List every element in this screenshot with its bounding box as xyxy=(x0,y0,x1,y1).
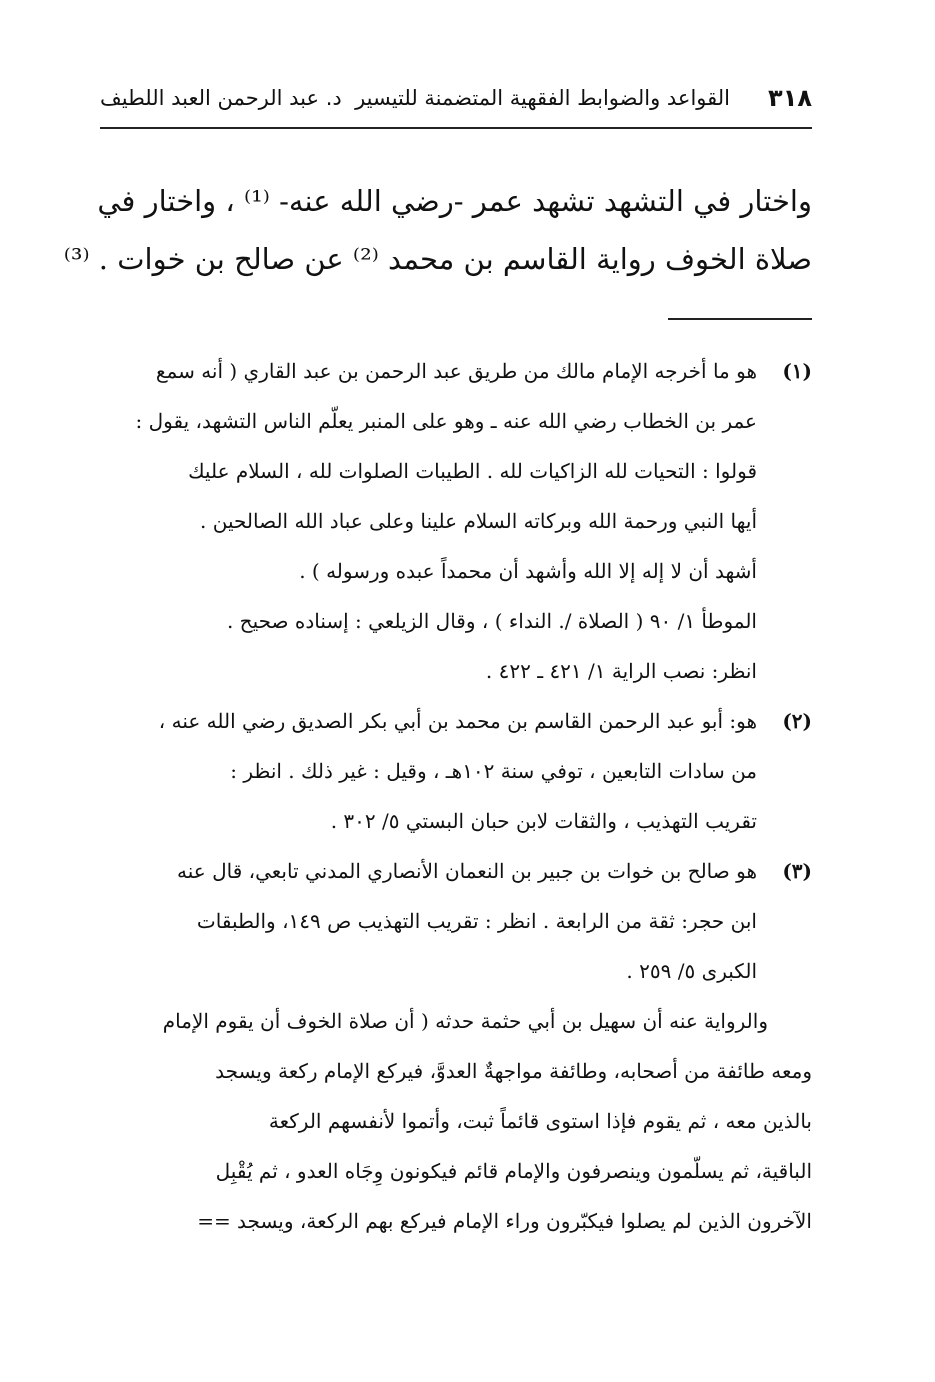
footnote-text-line: هو صالح بن خوات بن جبير بن النعمان الأنصاري المدني تابعي، قال عنه xyxy=(177,859,757,883)
footnote-text-line: أشهد أن لا إله إلا الله وأشهد أن محمداً عبده ورسوله ) . xyxy=(299,559,757,583)
footnote-text-line: من سادات التابعين ، توفي سنة ١٠٢هـ ، وقيل : غير ذلك . انظر : xyxy=(230,759,757,783)
footnote-text-line: انظر: نصب الراية ١/ ٤٢١ ـ ٤٢٢ . xyxy=(485,659,757,683)
header-divider xyxy=(100,127,812,129)
continuation-text-line: الباقية، ثم يسلّمون وينصرفون والإمام قائم فيكونون وِجَاه العدو ، ثم يُقْبِل xyxy=(215,1159,812,1183)
main-text-line: صلاة الخوف رواية القاسم بن محمد ⁽²⁾ عن صالح بن خوات . ⁽³⁾ xyxy=(63,242,812,276)
page-header xyxy=(100,78,812,118)
continuation-text-line: بالذين معه ، ثم يقوم فإذا استوى قائماً ثبت، وأتموا لأنفسهم الركعة xyxy=(268,1109,812,1133)
footnote-text-line: هو: أبو عبد الرحمن القاسم بن محمد بن أبي بكر الصديق رضي الله عنه ، xyxy=(158,709,757,733)
main-paragraph xyxy=(63,172,812,288)
footnote-text-line: هو ما أخرجه الإمام مالك من طريق عبد الرحمن بن عبد القاري ( أنه سمع xyxy=(155,359,757,383)
book-title: القواعد والضوابط الفقهية المتضمنة للتيسير xyxy=(355,86,730,110)
footnote-text-line: الكبرى ٥/ ٢٥٩ . xyxy=(626,959,757,983)
continuation-paragraph xyxy=(100,996,812,1246)
continuation-text-line: والرواية عنه أن سهيل بن أبي حثمة حدثه ( أن صلاة الخوف أن يقوم الإمام xyxy=(162,1009,768,1033)
continuation-text-line: ومعه طائفة من أصحابه، وطائفة مواجهةٌ العدوَّ، فيركع الإمام ركعة ويسجد xyxy=(215,1059,812,1083)
footnote-marker: (٣) xyxy=(782,859,812,883)
continuation-text-line: الآخرون الذين لم يصلوا فيكبّرون وراء الإمام فيركع بهم الركعة، ويسجد == xyxy=(197,1209,812,1233)
footnotes-section xyxy=(100,346,812,996)
footnote-text-line: عمر بن الخطاب رضي الله عنه ـ وهو على المنبر يعلّم الناس التشهد، يقول : xyxy=(135,409,757,433)
footnote-marker: (٢) xyxy=(782,709,812,733)
footnote-marker: (١) xyxy=(782,359,812,383)
footnote-1 xyxy=(100,346,812,696)
footnote-3 xyxy=(100,846,812,996)
page-number: ٣١٨ xyxy=(768,84,812,112)
main-text-line: واختار في التشهد تشهد عمر -رضي الله عنه- ⁽¹⁾ ، واختار في xyxy=(97,184,812,218)
footnote-text-line: الموطأ ١/ ٩٠ ( الصلاة /. النداء ) ، وقال الزيلعي : إسناده صحيح . xyxy=(226,609,757,633)
footnote-text-line: قولوا : التحيات لله الزاكيات لله . الطيبات الصلوات لله ، السلام عليك xyxy=(188,459,757,483)
author-name: د. عبد الرحمن العبد اللطيف xyxy=(100,86,342,110)
footnote-text-line: أيها النبي ورحمة الله وبركاته السلام علينا وعلى عباد الله الصالحين . xyxy=(200,509,757,533)
footnote-2 xyxy=(100,696,812,846)
footnote-text-line: تقريب التهذيب ، والثقات لابن حبان البستي ٥/ ٣٠٢ . xyxy=(330,809,757,833)
footnote-separator xyxy=(668,318,812,320)
footnote-text-line: ابن حجر: ثقة من الرابعة . انظر : تقريب التهذيب ص ١٤٩، والطبقات xyxy=(196,909,757,933)
